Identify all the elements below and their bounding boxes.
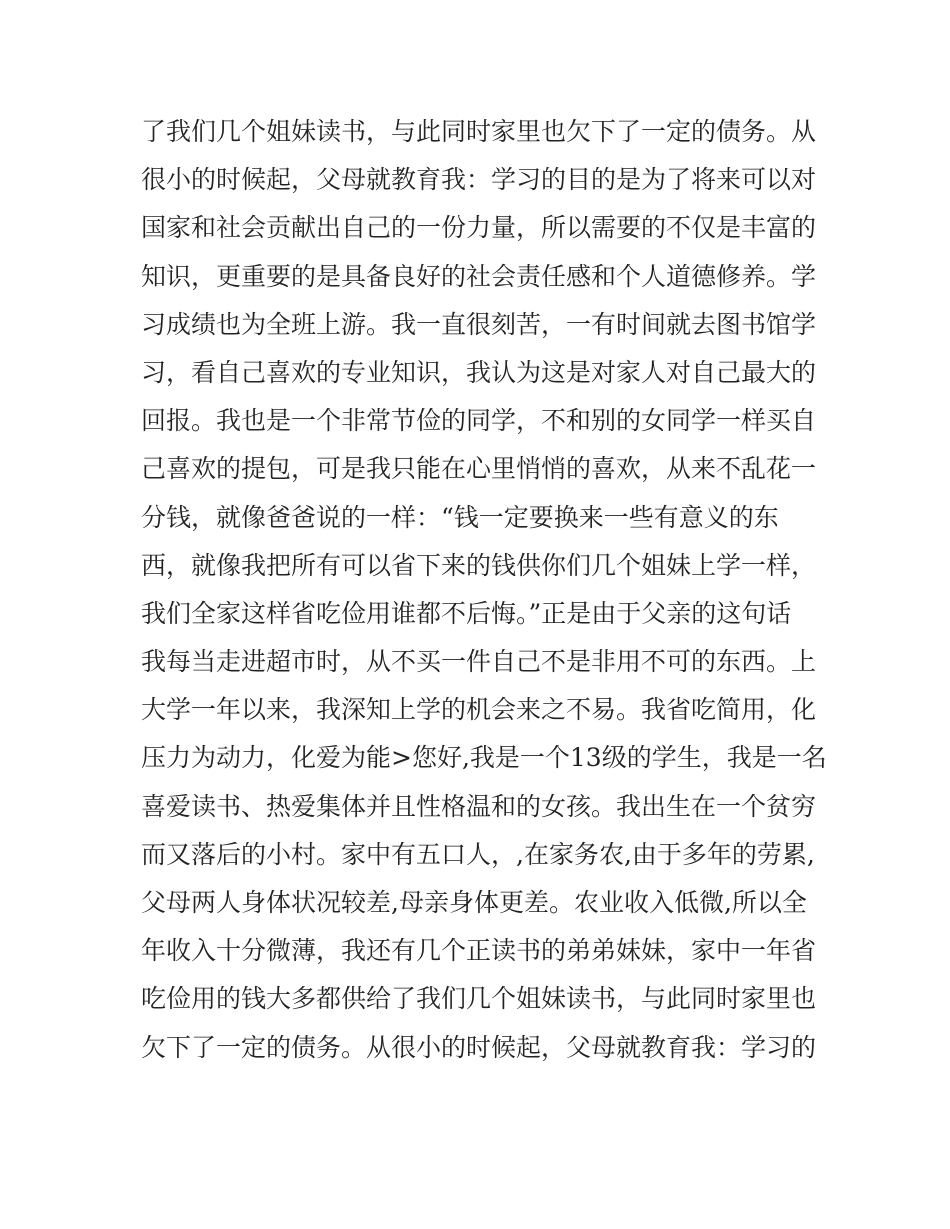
text-line-8: 己喜欢的提包，可是我只能在心里悄悄的喜欢，从来不乱花一 (141, 454, 817, 484)
text-line-18: 年收入十分微薄，我还有几个正读书的弟弟妹妹，家中一年省 (141, 936, 817, 966)
text-line-9: 分钱，就像爸爸说的一样：“钱一定要换来一些有意义的东 (141, 502, 779, 532)
text-line-2: 很小的时候起，父母就教育我：学习的目的是为了将来可以对 (141, 165, 817, 195)
text-line-3: 国家和社会贡献出自己的一份力量，所以需要的不仅是丰富的 (141, 213, 817, 243)
body-text (141, 108, 831, 1072)
text-line-15: 喜爱读书、热爱集体并且性格温和的女孩。我出生在一个贫穷 (141, 791, 817, 821)
text-line-14: 压力为动力，化爱为能>您好,我是一个13级的学生，我是一名 (141, 743, 827, 773)
text-line-17: 父母两人身体状况较差,母亲身体更差。农业收入低微,所以全 (141, 888, 807, 917)
text-line-4: 知识，更重要的是具备良好的社会责任感和个人道德修养。学 (141, 261, 817, 291)
text-line-16: 而又落后的小村。家中有五口人，,在家务农,由于多年的劳累, (141, 839, 815, 869)
text-line-1: 了我们几个姐妹读书，与此同时家里也欠下了一定的债务。从 (141, 117, 817, 146)
text-line-11: 我们全家这样省吃俭用谁都不后悔。”正是由于父亲的这句话 (141, 598, 792, 628)
text-line-20: 欠下了一定的债务。从很小的时候起，父母就教育我：学习的 (141, 1032, 817, 1062)
text-line-7: 回报。我也是一个非常节俭的同学，不和别的女同学一样买自 (141, 406, 817, 436)
text-line-12: 我每当走进超市时，从不买一件自己不是非用不可的东西。上 (141, 647, 817, 677)
text-line-10: 西，就像我把所有可以省下来的钱供你们几个姐妹上学一样， (141, 550, 817, 580)
text-line-13: 大学一年以来，我深知上学的机会来之不易。我省吃简用，化 (141, 695, 817, 725)
text-line-19: 吃俭用的钱大多都供给了我们几个姐妹读书，与此同时家里也 (141, 984, 817, 1014)
text-line-6: 习，看自己喜欢的专业知识，我认为这是对家人对自己最大的 (141, 357, 817, 387)
text-line-5: 习成绩也为全班上游。我一直很刻苦，一有时间就去图书馆学 (141, 309, 817, 339)
